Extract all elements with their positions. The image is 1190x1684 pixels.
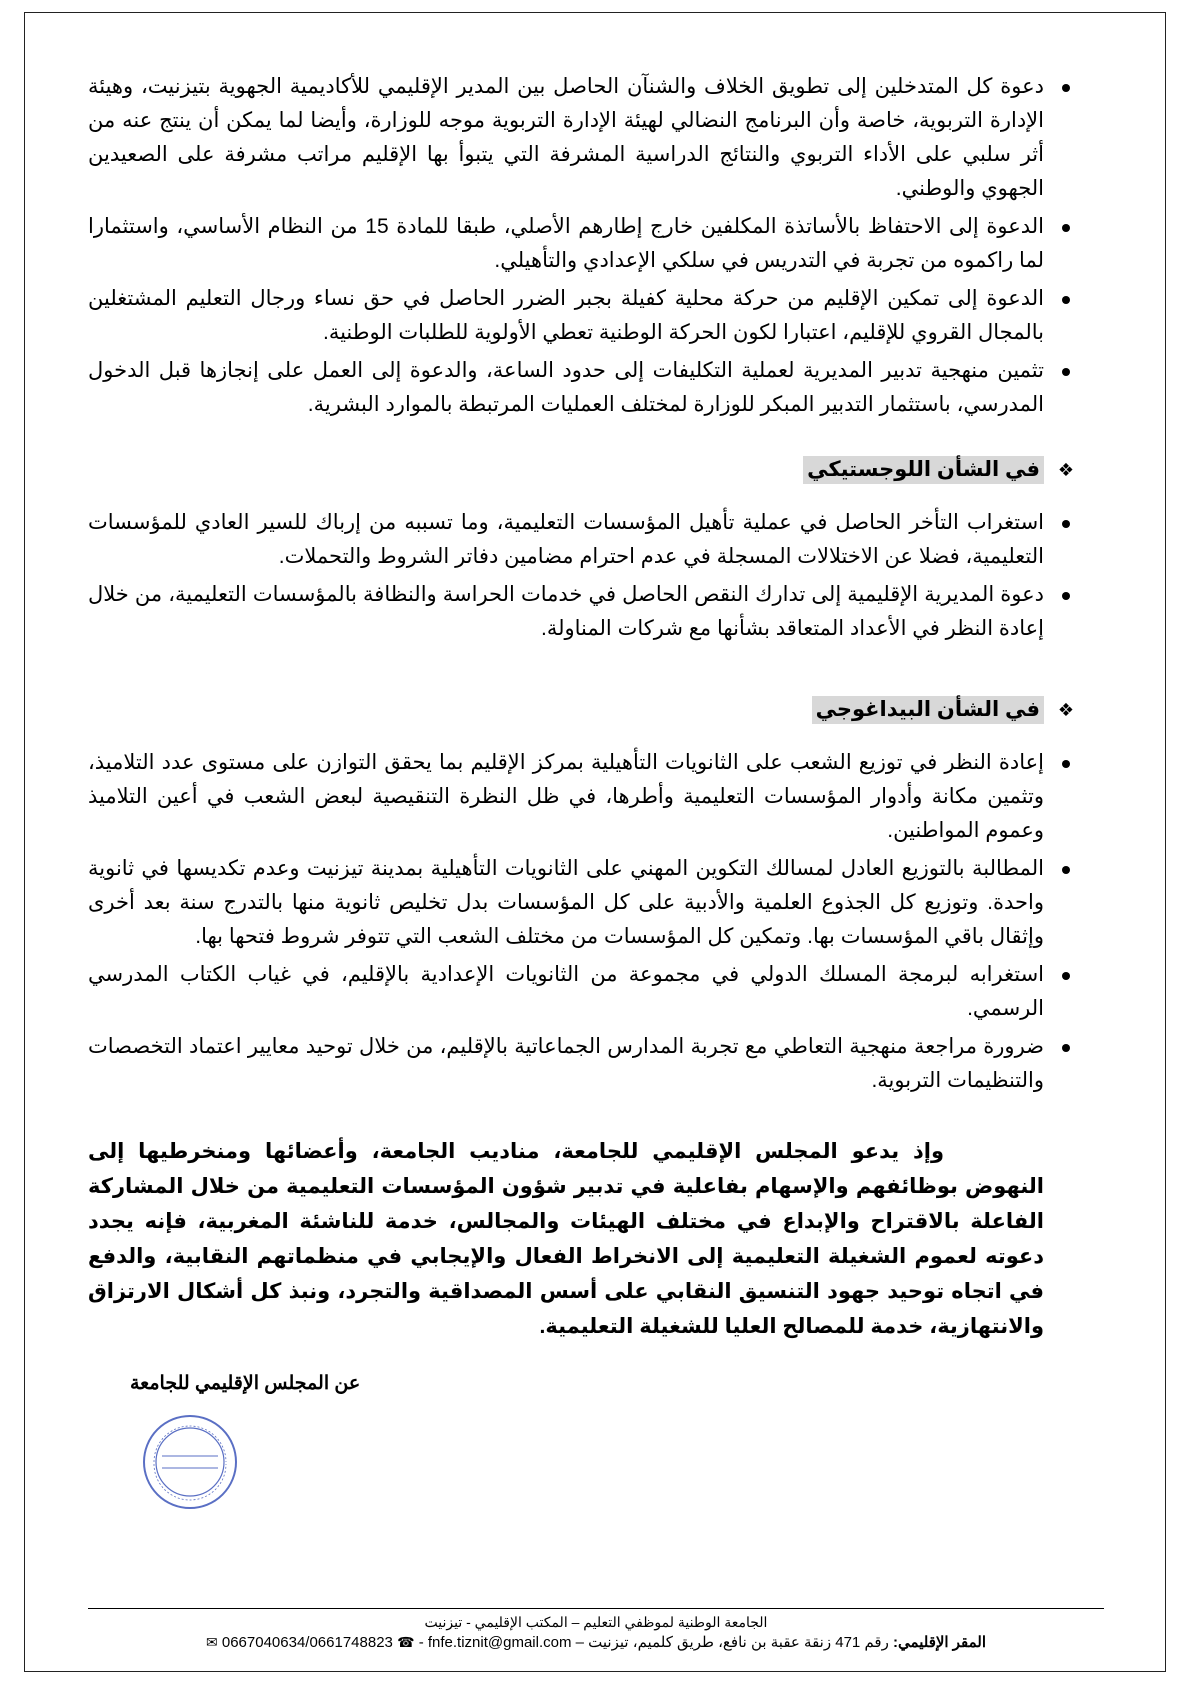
bullet-dot <box>1062 592 1070 600</box>
section-heading-pedagogy <box>88 696 1074 726</box>
section-title: في الشأن البيداغوجي <box>812 696 1044 724</box>
section1-list <box>88 70 1044 422</box>
list-item-text: الدعوة إلى تمكين الإقليم من حركة محلية كفيلة بجبر الضرر الحاصل في حق نساء ورجال التعليم المشتغلين بالمجال القروي للإقليم، اعتبارا لكون الحركة الوطنية تعطي الأولوية للطلبات الوطنية. <box>88 287 1044 344</box>
section-title: في الشأن اللوجستيكي <box>803 456 1044 484</box>
footer <box>88 1612 1104 1654</box>
footer-address-line <box>88 1632 1104 1654</box>
list-item-text: استغرابه لبرمجة المسلك الدولي في مجموعة من الثانويات الإعدادية بالإقليم، في غياب الكتاب المدرسي الرسمي. <box>88 963 1044 1020</box>
bullet-dot <box>1062 520 1070 528</box>
footer-address-label: المقر الإقليمي: <box>893 1634 987 1651</box>
bullet-dot <box>1062 224 1070 232</box>
list-item-text: الدعوة إلى الاحتفاظ بالأساتذة المكلفين خارج إطارهم الأصلي، طبقا للمادة 15 من النظام الأساسي، واستثمارا لما راكموه من تجربة في التدريس في سلكي الإعدادي والتأهيلي. <box>88 215 1044 272</box>
list-item-text: المطالبة بالتوزيع العادل لمسالك التكوين المهني على الثانويات التأهيلية بمدينة تيزنيت وعدم تكديسها في ثانوية واحدة. وتوزيع كل الجذوع العلمية والأدبية على كل المؤسسات بدل تخليص ثانوية منها بالتدرج سنة بعد أخرى وإثقال باقي المؤسسات بها. وتمكين كل المؤسسات من مختلف الشعب التي تتوفر شروط فتحها بها. <box>88 857 1044 948</box>
diamond-bullet-icon: ❖ <box>1057 460 1074 481</box>
bullet-dot <box>1062 760 1070 768</box>
list-item <box>88 210 1044 278</box>
list-item-text: إعادة النظر في توزيع الشعب على الثانويات التأهيلية بمركز الإقليم بما يحقق التوازن على مستوى عدد التلاميذ، وتثمين مكانة وأدوار المؤسسات التعليمية وأطرها، في ظل النظرة التنقيصية لبعض الشعب في أعين التلاميذ وعموم المواطنين. <box>88 751 1044 842</box>
bullet-dot <box>1062 296 1070 304</box>
list-item-text: دعوة كل المتدخلين إلى تطويق الخلاف والشنآن الحاصل بين المدير الإقليمي للأكاديمية الجهوية بتيزنيت، وهيئة الإدارة التربوية، خاصة وأن البرنامج النضالي لهيئة الإدارة التربوية موجه للوزارة، وأيضا لما يمكن أن ينتج عنه من أثر سلبي على الأداء التربوي والنتائج الدراسية المشرفة التي يتبوأ بها الإقليم مراتب مشرفة على الصعيدين الجهوي والوطني. <box>88 75 1044 200</box>
closing-paragraph: وإذ يدعو المجلس الإقليمي للجامعة، مناديب الجامعة، وأعضائها ومنخرطيها إلى النهوض بوظائفهم والإسهام بفاعلية في تدبير شؤون المؤسسات التعليمية من خلال المشاركة الفاعلة بالاقتراح والإبداع في مختلف الهيئات والمجالس، خدمة للناشئة المغربية، فإنه يجدد دعوته لعموم الشغيلة التعليمية إلى الانخراط الفعال والإيجابي في منظماتهم النقابية، والدفع في اتجاه توحيد جهود التنسيق النقابي على أسس المصداقية والتجرد، ونبذ كل أشكال الارتزاق والانتهازية، خدمة للمصالح العليا للشغيلة التعليمية. <box>88 1140 1044 1338</box>
list-item-text: دعوة المديرية الإقليمية إلى تدارك النقص الحاصل في خدمات الحراسة والنظافة بالمؤسسات التعليمية، من خلال إعادة النظر في الأعداد المتعاقد بشأنها مع شركات المناولة. <box>88 583 1044 640</box>
footer-org: الجامعة الوطنية لموظفي التعليم – المكتب الإقليمي - تيزنيت <box>424 1614 768 1630</box>
bullet-dot <box>1062 866 1070 874</box>
list-item <box>88 354 1044 422</box>
list-item <box>88 1030 1044 1098</box>
signature-line: عن المجلس الإقليمي للجامعة <box>130 1373 361 1394</box>
list-item-text: استغراب التأخر الحاصل في عملية تأهيل المؤسسات التعليمية، وما تسببه من إرباك للسير العادي للمؤسسات التعليمية، فضلا عن الاختلالات المسجلة في عدم احترام مضامين دفاتر الشروط والتحملات. <box>88 511 1044 568</box>
bullet-dot <box>1062 972 1070 980</box>
list-item <box>88 852 1044 954</box>
list-item-text: تثمين منهجية تدبير المديرية لعملية التكليفات إلى حدود الساعة، والدعوة إلى العمل على إنجازها قبل الدخول المدرسي، باستثمار التدبير المبكر للوزارة لمختلف العمليات المرتبطة بالموارد البشرية. <box>88 359 1044 416</box>
list-item <box>88 70 1044 206</box>
list-item <box>88 958 1044 1026</box>
list-item <box>88 746 1044 848</box>
list-item <box>88 282 1044 350</box>
stamp-seal <box>140 1412 240 1512</box>
diamond-bullet-icon: ❖ <box>1057 700 1074 721</box>
section-heading-logistics <box>88 456 1074 486</box>
section3-list <box>88 746 1044 1098</box>
envelope-icon: ✉ <box>205 1635 218 1651</box>
list-item <box>88 578 1044 646</box>
footer-separator: - <box>418 1634 424 1651</box>
document-body <box>88 70 1074 1365</box>
footer-divider <box>88 1608 1104 1609</box>
list-item <box>88 506 1044 574</box>
phone-icon: ☎ <box>397 1635 415 1651</box>
section2-list <box>88 506 1044 646</box>
bullet-dot <box>1062 368 1070 376</box>
bullet-dot <box>1062 84 1070 92</box>
list-item-text: ضرورة مراجعة منهجية التعاطي مع تجربة المدارس الجماعاتية بالإقليم، من خلال توحيد معايير اعتماد التخصصات والتنظيمات التربوية. <box>88 1035 1044 1092</box>
footer-address: رقم 471 زنقة عقبة بن نافع، طريق كلميم، تيزنيت – <box>575 1634 889 1651</box>
footer-email[interactable]: fnfe.tiznit@gmail.com <box>427 1634 572 1651</box>
footer-phones: 0667040634/0661748823 <box>221 1634 393 1651</box>
bullet-dot <box>1062 1044 1070 1052</box>
